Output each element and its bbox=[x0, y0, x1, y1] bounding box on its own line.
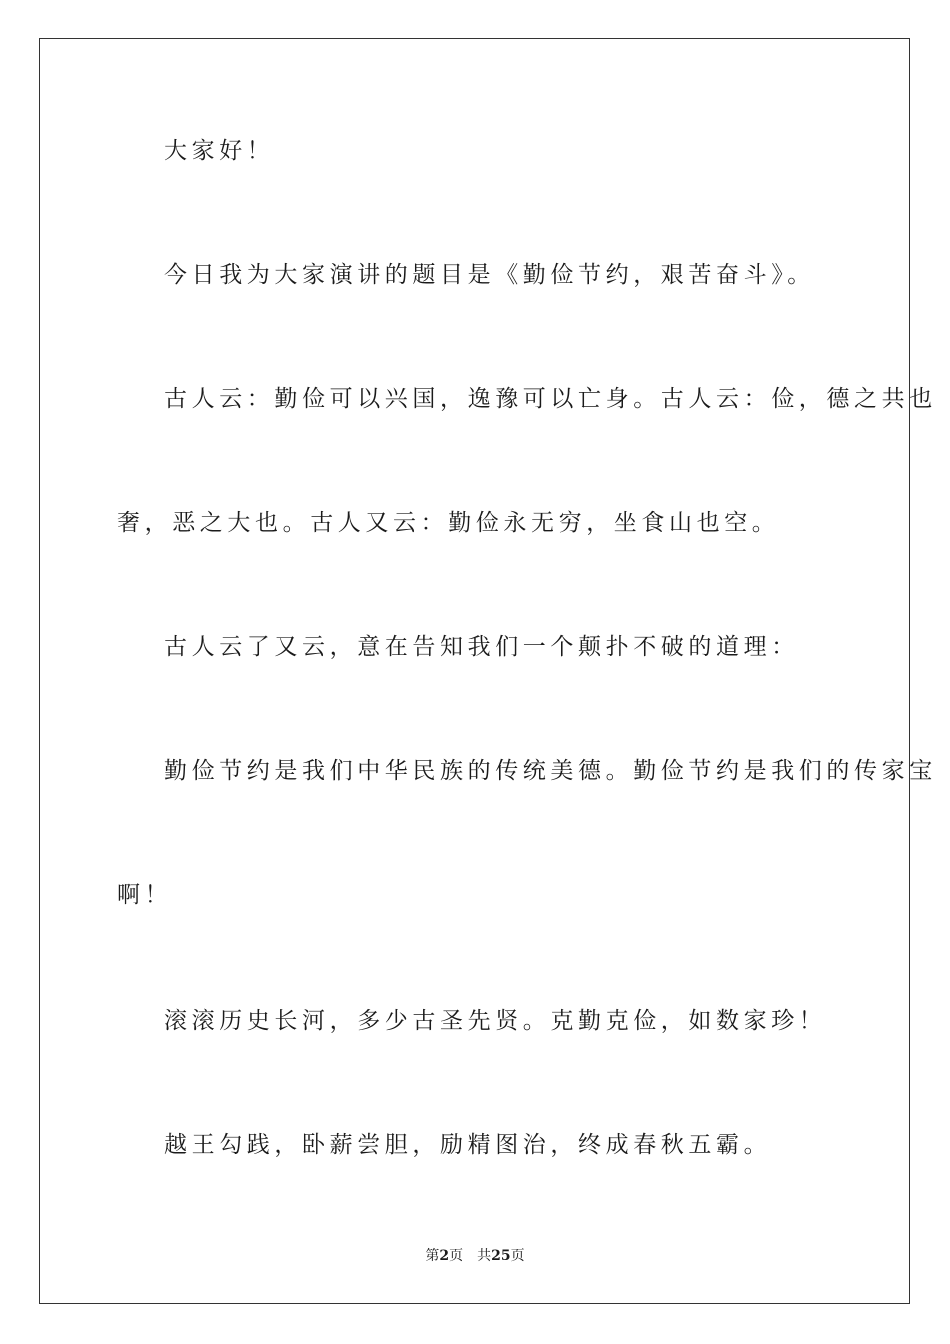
paragraph-line: 越王勾践，卧薪尝胆，励精图治，终成春秋五霸。 bbox=[164, 1132, 772, 1158]
greeting-line: 大家好！ bbox=[164, 138, 275, 164]
total-pages-number: 25 bbox=[491, 1248, 511, 1264]
total-pages-prefix: 共 bbox=[477, 1248, 492, 1264]
paragraph-line: 奢，恶之大也。古人又云：勤俭永无穷，坐食山也空。 bbox=[117, 510, 780, 536]
page-number-suffix: 页 bbox=[449, 1248, 464, 1264]
page-border bbox=[39, 38, 910, 1304]
paragraph-line: 啊！ bbox=[117, 882, 173, 908]
paragraph-line: 勤俭节约是我们中华民族的传统美德。勤俭节约是我们的传家宝 bbox=[164, 758, 937, 784]
page-number-prefix: 第 bbox=[425, 1248, 440, 1264]
total-pages-suffix: 页 bbox=[510, 1248, 525, 1264]
page-footer bbox=[0, 1245, 950, 1265]
speech-title-line: 今日我为大家演讲的题目是《勤俭节约，艰苦奋斗》。 bbox=[164, 262, 815, 288]
current-page-number: 2 bbox=[439, 1248, 450, 1264]
paragraph-line: 滚滚历史长河，多少古圣先贤。克勤克俭，如数家珍！ bbox=[164, 1008, 827, 1034]
paragraph-line: 古人云：勤俭可以兴国，逸豫可以亡身。古人云：俭，德之共也 bbox=[164, 386, 937, 412]
paragraph-line: 古人云了又云，意在告知我们一个颠扑不破的道理： bbox=[164, 634, 799, 660]
